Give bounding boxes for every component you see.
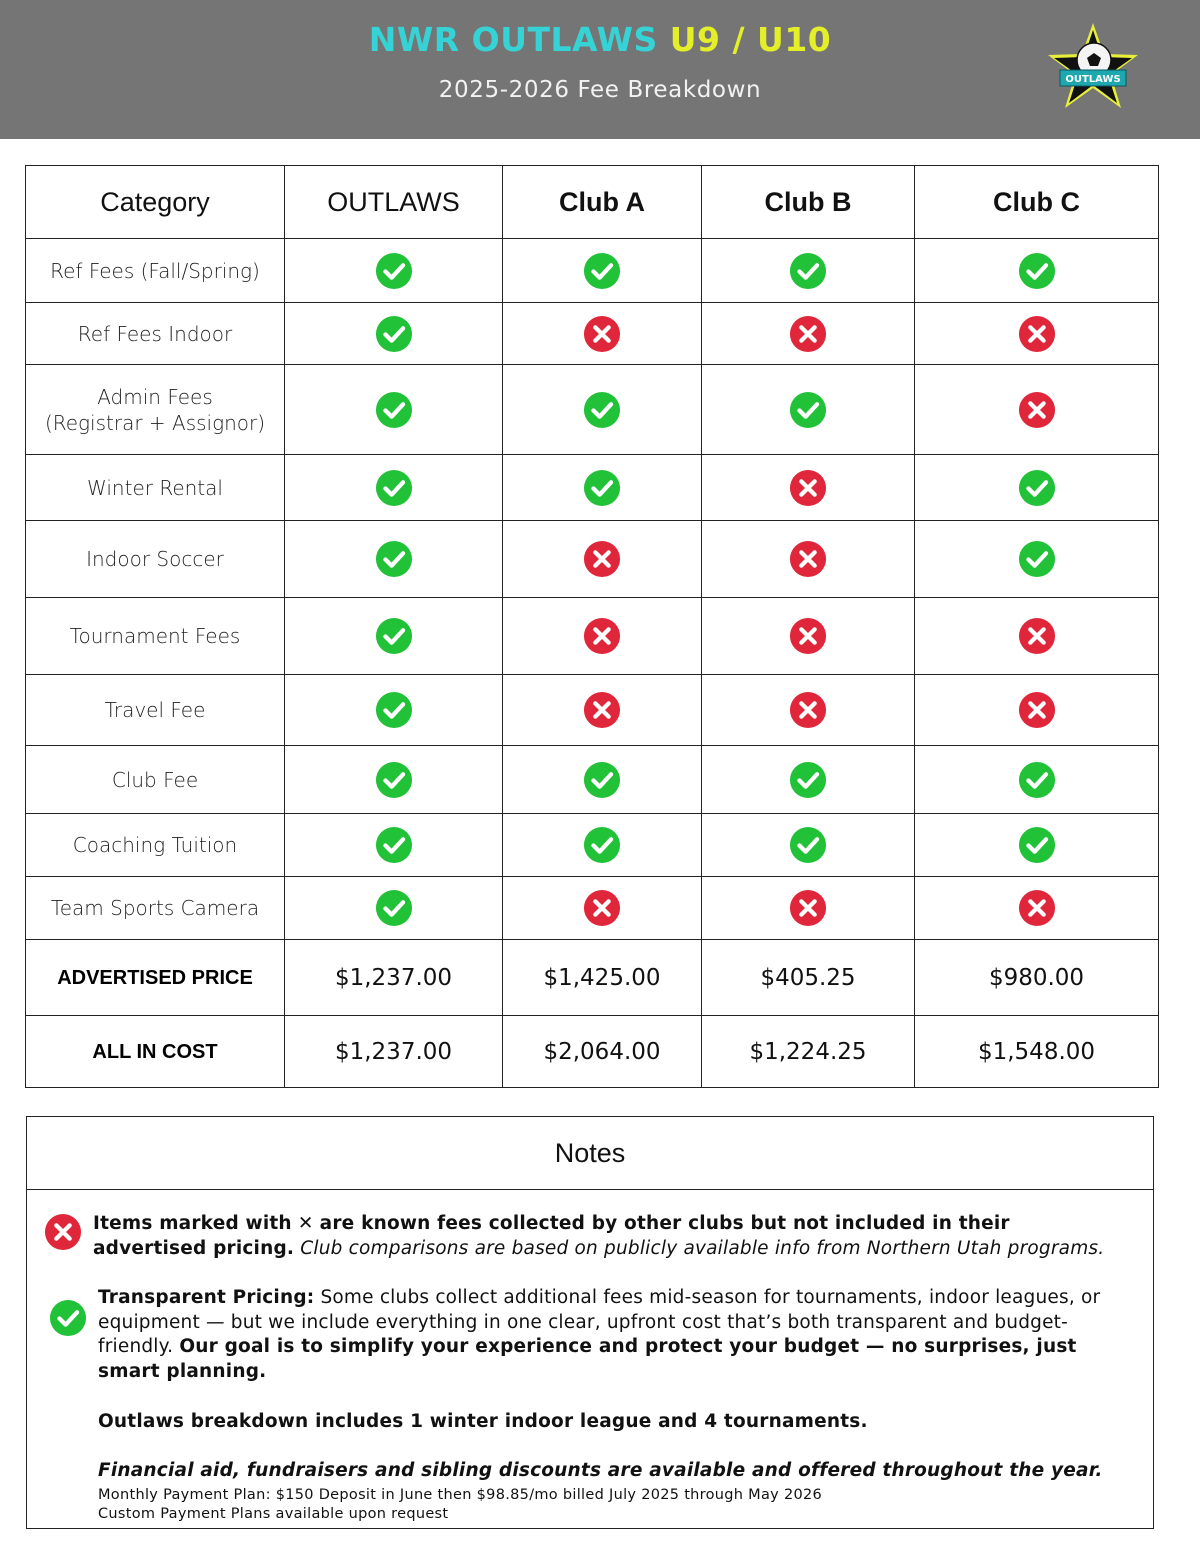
- cell-club-a: [503, 365, 702, 455]
- cross-icon: [1018, 391, 1056, 429]
- note-excluded-fees: [93, 1212, 1123, 1261]
- cell-club-b: [702, 877, 915, 940]
- cross-icon: [789, 691, 827, 729]
- table-row: [26, 675, 1159, 746]
- check-icon: [1018, 252, 1056, 290]
- category-cell: [26, 746, 285, 814]
- column-header-club-b: Club B: [702, 166, 915, 239]
- cross-icon: [44, 1213, 82, 1251]
- check-icon: [789, 761, 827, 799]
- cell-club-c: [915, 814, 1159, 877]
- cell-club-c: [915, 239, 1159, 303]
- table-row: [26, 598, 1159, 675]
- cell-club-b: [702, 303, 915, 365]
- cross-icon: [1018, 315, 1056, 353]
- x-mark-symbol: ✕: [297, 1213, 314, 1234]
- cell-outlaws: [285, 365, 503, 455]
- cell-outlaws: [285, 675, 503, 746]
- price-outlaws: $1,237.00: [285, 940, 503, 1016]
- category-cell: [26, 455, 285, 521]
- cell-outlaws: [285, 521, 503, 598]
- column-header-club-c: Club C: [915, 166, 1159, 239]
- cell-outlaws: [285, 598, 503, 675]
- note-transparent-pricing: [98, 1286, 1128, 1384]
- check-icon: [1018, 761, 1056, 799]
- category-label: Coaching Tuition: [72, 833, 238, 857]
- cross-icon: [583, 691, 621, 729]
- price-club-b: $405.25: [702, 940, 915, 1016]
- check-icon: [1018, 540, 1056, 578]
- table-row: [26, 239, 1159, 303]
- cell-club-a: [503, 303, 702, 365]
- category-cell: [26, 814, 285, 877]
- cell-outlaws: [285, 877, 503, 940]
- cell-club-b: [702, 521, 915, 598]
- cell-club-c: [915, 521, 1159, 598]
- cross-icon: [1018, 617, 1056, 655]
- check-icon: [583, 469, 621, 507]
- note2-bold-label: Transparent Pricing:: [98, 1287, 315, 1308]
- cross-icon: [583, 540, 621, 578]
- notes-heading: Notes: [27, 1117, 1153, 1190]
- price-club-a: $2,064.00: [503, 1016, 702, 1088]
- cross-icon: [1018, 691, 1056, 729]
- fee-comparison-table: [25, 165, 1159, 1088]
- cell-club-b: [702, 598, 915, 675]
- note-financial-aid: [98, 1459, 1138, 1484]
- header-banner: [0, 0, 1200, 139]
- price-club-c: $980.00: [915, 940, 1159, 1016]
- note4-text: Financial aid, fundraisers and sibling discounts are available and offered throughout the year.: [98, 1460, 1103, 1481]
- cross-icon: [789, 617, 827, 655]
- check-icon: [789, 252, 827, 290]
- check-icon: [583, 761, 621, 799]
- cell-club-c: [915, 598, 1159, 675]
- note2-text: Some clubs collect additional fees mid-season for tournaments, indoor leagues, or equipment — but we include everything in one clear, upfront cost that’s both transparent and budget-friendly.: [98, 1287, 1101, 1357]
- cell-club-b: [702, 746, 915, 814]
- category-label: Indoor Soccer: [86, 547, 224, 571]
- check-icon: [49, 1299, 87, 1337]
- cell-club-c: [915, 365, 1159, 455]
- check-icon: [1018, 469, 1056, 507]
- column-header-club-a: Club A: [503, 166, 702, 239]
- category-cell: [26, 365, 285, 455]
- cell-outlaws: [285, 814, 503, 877]
- table-row: [26, 521, 1159, 598]
- check-icon: [583, 826, 621, 864]
- cross-icon: [789, 469, 827, 507]
- page-subtitle: 2025-2026 Fee Breakdown: [438, 77, 762, 103]
- column-header-outlaws: OUTLAWS: [285, 166, 503, 239]
- check-icon: [583, 252, 621, 290]
- category-label: Club Fee: [111, 767, 199, 792]
- outlaws-star-logo: [1044, 20, 1142, 116]
- cell-club-a: [503, 814, 702, 877]
- note2-bold-goal: Our goal is to simplify your experience and protect your budget — no surprises, just smart planning.: [98, 1336, 1077, 1382]
- table-row: [26, 303, 1159, 365]
- title-club-name: NWR OUTLAWS: [368, 20, 658, 59]
- cell-club-b: [702, 365, 915, 455]
- custom-plan-text: Custom Payment Plans available upon request: [98, 1506, 449, 1522]
- check-icon: [375, 617, 413, 655]
- category-cell: [26, 675, 285, 746]
- logo-text: OUTLAWS: [1065, 74, 1121, 85]
- check-icon: [375, 761, 413, 799]
- category-label: Admin Fees: [97, 384, 213, 409]
- note1-bold-end: are known fees collected by other clubs but not included in their advertised pricing.: [93, 1213, 1010, 1259]
- check-icon: [375, 889, 413, 927]
- price-label: ALL IN COST: [26, 1016, 285, 1088]
- cell-club-a: [503, 675, 702, 746]
- cell-club-c: [915, 675, 1159, 746]
- cross-icon: [789, 315, 827, 353]
- note1-bold-start: Items marked with: [93, 1213, 292, 1234]
- table-row: [26, 746, 1159, 814]
- check-icon: [375, 469, 413, 507]
- cell-club-c: [915, 746, 1159, 814]
- price-club-b: $1,224.25: [702, 1016, 915, 1088]
- cell-outlaws: [285, 303, 503, 365]
- category-cell: [26, 239, 285, 303]
- category-cell: [26, 303, 285, 365]
- note-outlaws-breakdown: [98, 1410, 1128, 1435]
- category-label: Winter Rental: [87, 475, 223, 500]
- check-icon: [375, 315, 413, 353]
- table-row: [26, 814, 1159, 877]
- check-icon: [789, 391, 827, 429]
- check-icon: [375, 826, 413, 864]
- page-title: [0, 20, 1200, 59]
- cell-outlaws: [285, 239, 503, 303]
- check-icon: [375, 252, 413, 290]
- cross-icon: [789, 889, 827, 927]
- price-row: [26, 1016, 1159, 1088]
- price-outlaws: $1,237.00: [285, 1016, 503, 1088]
- category-label: Travel Fee: [104, 698, 206, 722]
- note1-italic: Club comparisons are based on publicly available info from Northern Utah programs.: [300, 1237, 1105, 1259]
- cell-club-c: [915, 877, 1159, 940]
- cell-club-a: [503, 239, 702, 303]
- cell-club-c: [915, 303, 1159, 365]
- payment-plan-text: Monthly Payment Plan: $150 Deposit in June then $98.85/mo billed July 2025 through May 2026: [98, 1487, 823, 1503]
- cell-club-a: [503, 746, 702, 814]
- table-row: [26, 365, 1159, 455]
- cross-icon: [583, 315, 621, 353]
- cell-club-a: [503, 598, 702, 675]
- cell-club-b: [702, 675, 915, 746]
- cell-club-a: [503, 521, 702, 598]
- price-club-c: $1,548.00: [915, 1016, 1159, 1088]
- check-icon: [375, 391, 413, 429]
- check-icon: [375, 540, 413, 578]
- category-label: Tournament Fees: [69, 624, 241, 648]
- cell-club-b: [702, 239, 915, 303]
- price-label: ADVERTISED PRICE: [26, 940, 285, 1016]
- price-row: [26, 940, 1159, 1016]
- category-cell: [26, 877, 285, 940]
- category-label: Team Sports Camera: [50, 896, 260, 920]
- category-cell: [26, 521, 285, 598]
- check-icon: [583, 391, 621, 429]
- cell-outlaws: [285, 746, 503, 814]
- column-header-category: Category: [26, 166, 285, 239]
- check-icon: [375, 691, 413, 729]
- price-club-a: $1,425.00: [503, 940, 702, 1016]
- category-cell: [26, 598, 285, 675]
- cross-icon: [1018, 889, 1056, 927]
- table-row: [26, 877, 1159, 940]
- cross-icon: [583, 617, 621, 655]
- category-label-line2: (Registrar + Assignor): [44, 410, 266, 435]
- title-age-group: U9 / U10: [669, 20, 832, 59]
- note3-text: Outlaws breakdown includes 1 winter indoor league and 4 tournaments.: [98, 1411, 868, 1432]
- cell-outlaws: [285, 455, 503, 521]
- notes-panel: [26, 1116, 1154, 1529]
- cell-club-a: [503, 455, 702, 521]
- check-icon: [1018, 826, 1056, 864]
- cell-club-a: [503, 877, 702, 940]
- cell-club-b: [702, 455, 915, 521]
- category-label: Ref Fees Indoor: [77, 321, 233, 346]
- cross-icon: [789, 540, 827, 578]
- check-icon: [789, 826, 827, 864]
- category-label: Ref Fees (Fall/Spring): [50, 258, 260, 283]
- table-header-row: [26, 166, 1159, 239]
- cell-club-c: [915, 455, 1159, 521]
- cross-icon: [583, 889, 621, 927]
- cell-club-b: [702, 814, 915, 877]
- table-row: [26, 455, 1159, 521]
